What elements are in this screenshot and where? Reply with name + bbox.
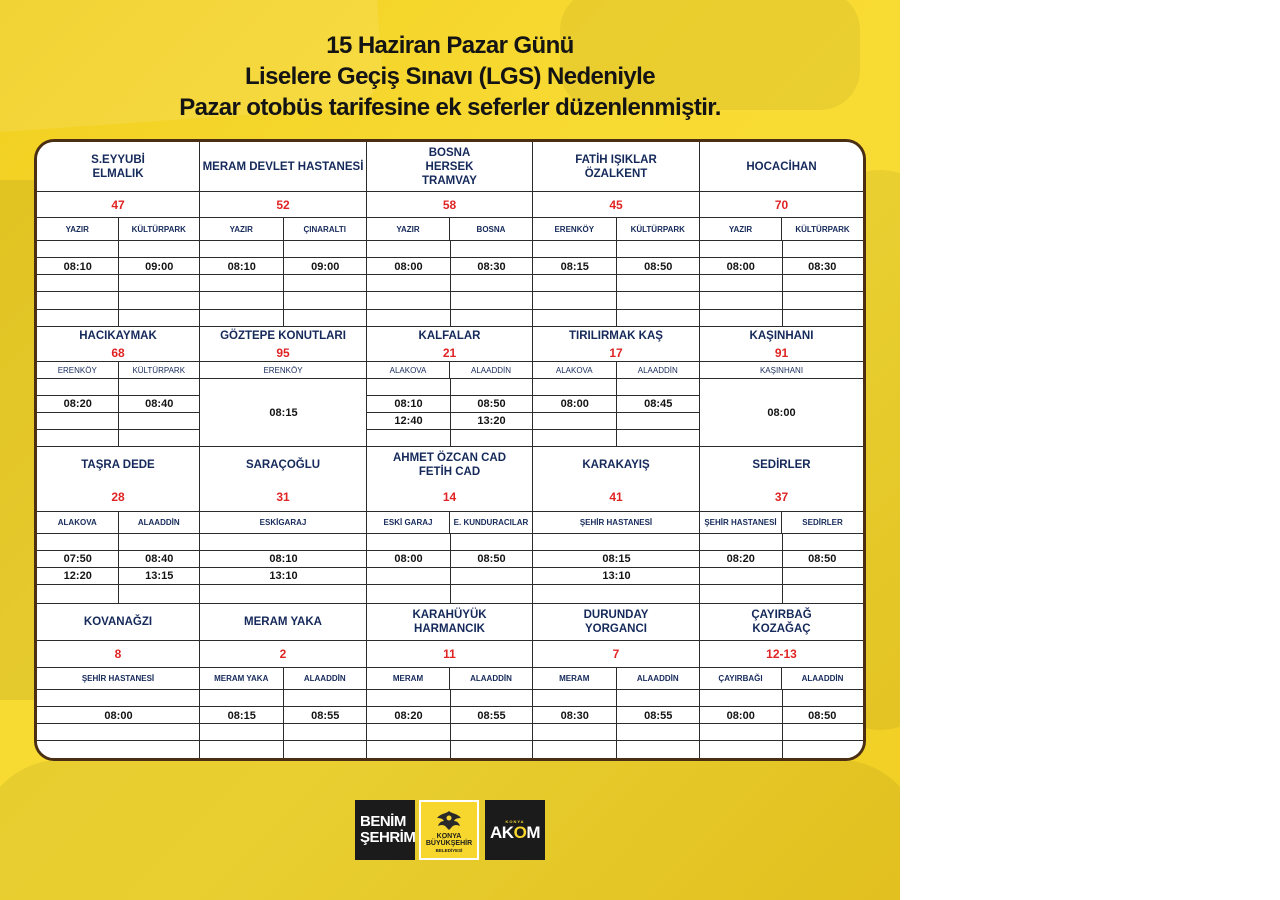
departure-time: 08:50 bbox=[808, 710, 837, 722]
route-name bbox=[367, 327, 532, 344]
direction-header bbox=[367, 217, 532, 241]
column-divider bbox=[616, 379, 617, 447]
departure-time: 08:15 bbox=[602, 553, 631, 565]
route-name bbox=[533, 604, 699, 640]
direction-header bbox=[700, 511, 863, 534]
route-name bbox=[367, 142, 532, 191]
departure-time: 08:30 bbox=[808, 261, 837, 273]
route-name-line: ÖZALKENT bbox=[584, 167, 648, 180]
departure-time: 13:15 bbox=[145, 570, 174, 582]
departure-time: 08:10 bbox=[227, 261, 256, 273]
direction-header bbox=[533, 217, 699, 241]
route-name bbox=[37, 604, 199, 640]
departure-time: 08:10 bbox=[269, 553, 298, 565]
direction-label: KÜLTÜRPARK bbox=[118, 362, 200, 378]
direction-header bbox=[37, 511, 199, 534]
direction-label: ESKİ GARAJ bbox=[383, 518, 433, 527]
direction-label: KÜLTÜRPARK bbox=[616, 218, 700, 240]
route-block bbox=[200, 604, 367, 758]
route-block bbox=[700, 447, 863, 604]
route-name-line: BOSNA bbox=[428, 146, 471, 159]
departure-time: 08:00 bbox=[394, 553, 423, 565]
route-block bbox=[367, 327, 533, 447]
column-divider bbox=[782, 690, 783, 758]
route-name-line: AHMET ÖZCAN CAD bbox=[392, 452, 507, 464]
direction-header bbox=[367, 511, 532, 534]
grid-line bbox=[200, 584, 366, 585]
announcement-headline bbox=[0, 30, 900, 123]
route-number: 12-13 bbox=[700, 640, 863, 667]
direction-label: ALAADDİN bbox=[781, 668, 863, 689]
akom-logo-part: M bbox=[526, 822, 540, 842]
route-name-line: HARMANCIK bbox=[414, 623, 485, 635]
departure-time: 13:10 bbox=[269, 570, 298, 582]
route-block bbox=[200, 327, 367, 447]
route-block bbox=[533, 447, 700, 604]
route-name bbox=[700, 604, 863, 640]
direction-label: MERAM bbox=[559, 674, 590, 683]
direction-header bbox=[367, 667, 532, 690]
departure-time: 08:30 bbox=[560, 710, 589, 722]
route-name-line: HERSEK bbox=[425, 160, 474, 173]
column-divider bbox=[450, 241, 451, 327]
route-name bbox=[200, 447, 366, 483]
direction-label: ŞEHİR HASTANESİ bbox=[579, 518, 653, 527]
direction-label: ALAADDİN bbox=[449, 362, 532, 378]
direction-label: ERENKÖY bbox=[263, 365, 303, 375]
route-block bbox=[700, 604, 863, 758]
route-name-line: MERAM YAKA bbox=[244, 616, 322, 628]
route-name bbox=[37, 142, 199, 191]
direction-label: E. KUNDURACILAR bbox=[449, 512, 532, 533]
direction-label: MERAM bbox=[392, 674, 424, 683]
route-number: 2 bbox=[200, 640, 366, 667]
route-number: 70 bbox=[700, 191, 863, 217]
direction-header bbox=[700, 667, 863, 690]
route-name-line: KALFALAR bbox=[418, 329, 481, 342]
direction-label: ALAADDİN bbox=[118, 512, 200, 533]
direction-label: ERENKÖY bbox=[554, 224, 595, 234]
departure-time: 08:50 bbox=[477, 398, 506, 410]
column-divider bbox=[118, 379, 119, 447]
direction-header bbox=[700, 361, 863, 379]
route-block bbox=[37, 142, 200, 327]
departure-time: 08:00 bbox=[394, 261, 423, 273]
direction-label: YAZIR bbox=[229, 224, 253, 234]
departure-time: 08:20 bbox=[726, 553, 755, 565]
direction-header bbox=[200, 361, 366, 379]
departure-time: 08:55 bbox=[644, 710, 673, 722]
route-name-line: KARAHÜYÜK bbox=[412, 609, 487, 621]
column-divider bbox=[782, 534, 783, 604]
departure-time: 08:50 bbox=[644, 261, 673, 273]
departure-time: 08:00 bbox=[726, 261, 755, 273]
grid-line bbox=[37, 740, 199, 741]
departure-time: 12:20 bbox=[63, 570, 92, 582]
departure-time: 08:55 bbox=[311, 710, 340, 722]
direction-label: ALAADDİN bbox=[283, 668, 367, 689]
route-number: 58 bbox=[367, 191, 532, 217]
direction-label: KÜLTÜRPARK bbox=[781, 218, 863, 240]
route-name bbox=[367, 604, 532, 640]
route-block bbox=[37, 327, 200, 447]
direction-header bbox=[533, 511, 699, 534]
route-number: 68 bbox=[111, 345, 125, 360]
route-name-line: DURUNDAY bbox=[583, 609, 649, 621]
schedule-board-frame bbox=[34, 139, 866, 761]
direction-label: ALAKOVA bbox=[389, 365, 427, 375]
direction-label: YAZIR bbox=[65, 224, 89, 234]
headline-line-3: Pazar otobüs tarifesine ek seferler düzenlenmiştir. bbox=[179, 94, 721, 121]
route-number: 17 bbox=[609, 345, 623, 360]
route-number: 7 bbox=[533, 640, 699, 667]
route-name bbox=[533, 327, 699, 344]
direction-label: YAZIR bbox=[396, 224, 420, 234]
route-name bbox=[200, 142, 366, 191]
route-block bbox=[367, 142, 533, 327]
departure-time: 08:50 bbox=[477, 553, 506, 565]
column-divider bbox=[616, 241, 617, 327]
route-number: 21 bbox=[442, 345, 457, 360]
departure-time: 09:00 bbox=[311, 261, 340, 273]
direction-label: ALAADDİN bbox=[616, 362, 700, 378]
column-divider bbox=[616, 690, 617, 758]
direction-label: ALAADDİN bbox=[449, 668, 532, 689]
departure-time: 08:50 bbox=[808, 553, 837, 565]
direction-header bbox=[200, 217, 366, 241]
column-divider bbox=[118, 241, 119, 327]
route-block bbox=[37, 604, 200, 758]
route-name-line: SEDİRLER bbox=[752, 459, 811, 471]
benim-logo-line: ŞEHRİM bbox=[360, 829, 415, 846]
route-name-line: HOCACİHAN bbox=[746, 160, 817, 173]
route-name-line: KOVANAĞZI bbox=[83, 616, 153, 628]
akom-logo-top: KONYA bbox=[505, 818, 525, 824]
direction-header bbox=[200, 667, 366, 690]
direction-label: SEDİRLER bbox=[781, 512, 863, 533]
route-name-line: FETİH CAD bbox=[418, 466, 481, 478]
route-number: 52 bbox=[200, 191, 366, 217]
departure-time: 08:30 bbox=[477, 261, 506, 273]
route-block bbox=[533, 142, 700, 327]
route-name-line: HACIKAYMAK bbox=[79, 329, 157, 342]
route-block bbox=[367, 447, 533, 604]
direction-label: ALAADDİN bbox=[616, 668, 700, 689]
grid-line bbox=[37, 706, 199, 707]
departure-time: 13:20 bbox=[477, 415, 506, 427]
route-number: 14 bbox=[442, 490, 457, 504]
grid-line bbox=[533, 584, 699, 585]
route-block bbox=[700, 327, 863, 447]
column-divider bbox=[450, 690, 451, 758]
direction-label: ÇINARALTI bbox=[283, 218, 367, 240]
departure-time: 09:00 bbox=[145, 261, 174, 273]
departure-time: 08:10 bbox=[394, 398, 423, 410]
route-name bbox=[533, 142, 699, 191]
route-number: 8 bbox=[37, 640, 199, 667]
route-number: 95 bbox=[276, 345, 290, 360]
route-name bbox=[700, 142, 863, 191]
route-block bbox=[367, 604, 533, 758]
direction-label: ŞEHİR HASTANESİ bbox=[704, 518, 777, 527]
konya-logo-line: BELEDİYESİ bbox=[435, 848, 463, 853]
direction-header bbox=[200, 511, 366, 534]
route-name-line: KARAKAYIŞ bbox=[582, 459, 650, 471]
direction-label: ŞEHİR HASTANESİ bbox=[81, 674, 155, 683]
route-name-line: S.EYYUBİ bbox=[91, 153, 145, 166]
route-block bbox=[533, 604, 700, 758]
route-name-line: ÇAYIRBAĞ bbox=[751, 609, 812, 621]
column-divider bbox=[450, 534, 451, 604]
direction-label: ALAKOVA bbox=[555, 365, 593, 375]
departure-time: 12:40 bbox=[394, 415, 423, 427]
direction-label: KÜLTÜRPARK bbox=[118, 218, 200, 240]
column-divider bbox=[283, 241, 284, 327]
departure-time: 08:40 bbox=[145, 553, 174, 565]
route-name-line: TIRILIRMAK KAŞ bbox=[569, 329, 663, 342]
eagle-emblem-icon bbox=[435, 809, 463, 831]
departure-time: 08:00 bbox=[726, 710, 755, 722]
departure-time: 08:20 bbox=[63, 398, 92, 410]
direction-label: YAZIR bbox=[728, 224, 753, 234]
direction-label: ERENKÖY bbox=[57, 365, 97, 375]
direction-header bbox=[533, 361, 699, 379]
route-name bbox=[700, 327, 863, 344]
headline-line-1: 15 Haziran Pazar Günü bbox=[326, 32, 574, 59]
route-name bbox=[37, 447, 199, 483]
route-name-line: KAŞINHANI bbox=[749, 329, 814, 342]
route-name bbox=[700, 447, 863, 483]
route-name bbox=[367, 447, 532, 483]
departure-time: 08:45 bbox=[644, 398, 673, 410]
route-block bbox=[533, 327, 700, 447]
schedule-table bbox=[37, 142, 863, 758]
departure-time: 08:00 bbox=[104, 710, 133, 722]
direction-label: BOSNA bbox=[449, 218, 532, 240]
direction-header bbox=[37, 361, 199, 379]
route-number: 28 bbox=[111, 490, 125, 504]
direction-label: ÇAYIRBAĞI bbox=[718, 674, 763, 683]
route-number: 41 bbox=[609, 490, 623, 504]
route-name-line: YORGANCI bbox=[585, 623, 647, 635]
benim-sehrim-logo bbox=[355, 800, 415, 860]
departure-time: 08:00 bbox=[560, 398, 589, 410]
route-name bbox=[533, 447, 699, 483]
route-name-line: GÖZTEPE KONUTLARI bbox=[220, 329, 346, 342]
departure-time: 08:20 bbox=[394, 710, 423, 722]
headline-line-2: Liselere Geçiş Sınavı (LGS) Nedeniyle bbox=[245, 63, 655, 90]
direction-header bbox=[37, 667, 199, 690]
departure-time: 08:40 bbox=[145, 398, 174, 410]
departure-time: 08:15 bbox=[560, 261, 589, 273]
akom-logo-part: AK bbox=[490, 822, 514, 842]
departure-time: 08:55 bbox=[477, 710, 506, 722]
direction-header bbox=[700, 217, 863, 241]
route-name-line: MERAM DEVLET HASTANESİ bbox=[202, 160, 364, 173]
departure-time: 13:10 bbox=[602, 570, 631, 582]
route-name bbox=[200, 604, 366, 640]
column-divider bbox=[782, 241, 783, 327]
logo-strip bbox=[355, 800, 545, 860]
direction-header bbox=[367, 361, 532, 379]
route-number: 31 bbox=[276, 490, 290, 504]
route-number: 37 bbox=[774, 490, 789, 504]
departure-time: 07:50 bbox=[63, 553, 92, 565]
route-name-line: ELMALIK bbox=[92, 167, 144, 180]
akom-logo bbox=[485, 800, 545, 860]
akom-logo-wordmark bbox=[490, 824, 540, 842]
route-number: 45 bbox=[533, 191, 699, 217]
route-number: 47 bbox=[37, 191, 199, 217]
direction-header bbox=[533, 667, 699, 690]
direction-header bbox=[37, 217, 199, 241]
departure-time: 08:15 bbox=[227, 710, 256, 722]
benim-logo-line: BENİM bbox=[360, 813, 406, 830]
departure-time: 08:15 bbox=[269, 407, 298, 419]
route-name-line: TRAMVAY bbox=[422, 174, 477, 187]
route-name bbox=[200, 327, 366, 344]
konya-buyuksehir-logo bbox=[419, 800, 479, 860]
column-divider bbox=[283, 690, 284, 758]
route-block bbox=[200, 447, 367, 604]
route-block bbox=[200, 142, 367, 327]
konya-logo-line: KONYA bbox=[436, 833, 462, 840]
konya-logo-line: BÜYÜKŞEHİR bbox=[425, 840, 473, 847]
direction-label: KAŞINHANI bbox=[759, 365, 804, 375]
route-name-line: TAŞRA DEDE bbox=[81, 459, 155, 471]
route-number: 11 bbox=[367, 640, 532, 667]
akom-logo-part: O bbox=[513, 822, 527, 842]
route-name bbox=[37, 327, 199, 344]
route-name-line: KOZAĞAÇ bbox=[752, 623, 811, 635]
route-block bbox=[37, 447, 200, 604]
route-name-line: SARAÇOĞLU bbox=[245, 459, 321, 471]
direction-label: ALAKOVA bbox=[57, 518, 97, 527]
route-block bbox=[700, 142, 863, 327]
departure-time: 08:10 bbox=[63, 261, 92, 273]
route-name-line: FATİH IŞIKLAR bbox=[575, 153, 657, 166]
direction-label: ESKİGARAJ bbox=[259, 518, 307, 527]
route-number: 91 bbox=[774, 345, 789, 360]
direction-label: MERAM YAKA bbox=[214, 674, 269, 683]
departure-time: 08:00 bbox=[767, 407, 796, 419]
